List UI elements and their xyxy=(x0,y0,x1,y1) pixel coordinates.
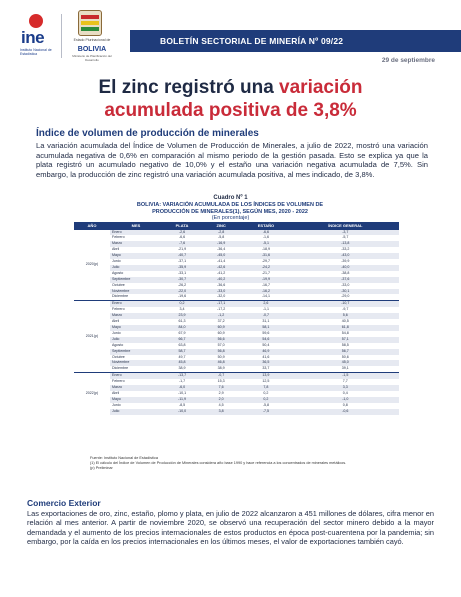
indice-general-cell: -40,0 xyxy=(292,265,399,271)
table-caption: Cuadro Nº 1 xyxy=(213,195,248,201)
indice-general-cell: 5,6 xyxy=(292,313,399,319)
header-indice-general: ÍNDICE GENERAL xyxy=(292,222,399,229)
zinc-cell: 46,8 xyxy=(202,360,240,366)
estano-cell: -14,1 xyxy=(240,294,291,300)
plata-cell: -1,7 xyxy=(162,379,202,385)
logo-dot-icon xyxy=(29,14,43,28)
estano-cell: 13,9 xyxy=(240,373,291,379)
indice-general-cell: 61,8 xyxy=(292,325,399,331)
zinc-cell: -41,4 xyxy=(202,259,240,265)
estano-cell: -19,9 xyxy=(240,277,291,283)
estano-cell: -16,7 xyxy=(240,283,291,289)
table-source: Fuente: Instituto Nacional de Estadística xyxy=(90,456,158,460)
plata-cell: 84,0 xyxy=(162,325,202,331)
estano-cell: -7,5 xyxy=(240,409,291,415)
zinc-cell: 56,8 xyxy=(202,349,240,355)
estano-cell: 54,6 xyxy=(240,337,291,343)
zinc-cell: -17,1 xyxy=(202,301,240,307)
indice-general-cell: -3,7 xyxy=(292,229,399,235)
month-cell: Marzo xyxy=(110,385,162,391)
indice-general-cell: 45,0 xyxy=(292,360,399,366)
indice-general-cell: -13,8 xyxy=(292,241,399,247)
header-estano: ESTAÑO xyxy=(240,222,291,229)
plata-cell: -13,7 xyxy=(162,373,202,379)
month-cell: Noviembre xyxy=(110,360,162,366)
plata-cell: 58,7 xyxy=(162,349,202,355)
month-cell: Mayo xyxy=(110,253,162,259)
estano-cell: -16,2 xyxy=(240,289,291,295)
ine-logo-subtitle: Instituto Nacional de Estadística xyxy=(20,48,52,56)
zinc-cell: 60,9 xyxy=(202,331,240,337)
zinc-cell: 56,6 xyxy=(202,337,240,343)
table-note: (1) El cálculo del Índice de Volumen de Producción de Minerales considera año base 1990 y hace referencia a los concentrados de minerales metálicos. xyxy=(90,461,347,465)
bulletin-banner: BOLETÍN SECTORIAL DE MINERÍA Nº 09/22 xyxy=(130,30,461,52)
estano-cell: -5,1 xyxy=(240,241,291,247)
zinc-cell: -33,0 xyxy=(202,289,240,295)
month-cell: Agosto xyxy=(110,343,162,349)
month-cell: Febrero xyxy=(110,235,162,241)
indice-general-cell: -0,6 xyxy=(292,409,399,415)
zinc-cell: -41,2 xyxy=(202,271,240,277)
plata-cell: -10,1 xyxy=(162,391,202,397)
table-title: BOLIVIA: VARIACIÓN ACUMULADA DE LOS ÍNDICES DE VOLUMEN DE PRODUCCIÓN DE MINERALES(1), SEGÚN MES, 2020 - 2022 xyxy=(136,202,324,215)
month-cell: Junio xyxy=(110,331,162,337)
plata-cell: -19,6 xyxy=(162,294,202,300)
plata-cell: -2,6 xyxy=(162,229,202,235)
plata-cell: 63,8 xyxy=(162,343,202,349)
logo-divider xyxy=(61,14,62,58)
zinc-cell: -2,8 xyxy=(202,229,240,235)
header-zinc: ZINC xyxy=(202,222,240,229)
estano-cell: -31,6 xyxy=(240,253,291,259)
ine-logo-text: ine xyxy=(21,28,45,47)
zinc-cell: 2,9 xyxy=(202,391,240,397)
zinc-cell: 60,9 xyxy=(202,325,240,331)
plata-cell: -10,0 xyxy=(162,409,202,415)
indice-general-cell: -1,0 xyxy=(292,397,399,403)
month-cell: Febrero xyxy=(110,379,162,385)
indice-general-cell: 0,4 xyxy=(292,391,399,397)
month-cell: Abril xyxy=(110,247,162,253)
title-plain: El zinc registró una xyxy=(98,77,280,98)
indice-general-cell: 3,3 xyxy=(292,385,399,391)
month-cell: Junio xyxy=(110,259,162,265)
indice-general-cell: 54,8 xyxy=(292,331,399,337)
section-body-foreign-trade: Las exportaciones de oro, zinc, estaño, plomo y plata, en julio de 2022 alcanzaron a 451 millones de dólares, cifra menor en relación al mes anterior. A partir de noviembre 2020, se observó una recuperación del sector minero debido a la mayor demandada y el aumento de los precios internacionales de estos productos en época post-cuarentena por la pandemia; sin embargo, por la caída en los precios internacionales en los últimos meses, el valor de exportaciones también cayó. xyxy=(27,509,434,547)
table-preliminary-note: (p) Preliminar xyxy=(90,466,113,470)
indice-general-cell: 56,7 xyxy=(292,349,399,355)
plata-cell: -40,7 xyxy=(162,253,202,259)
plata-cell: 0,2 xyxy=(162,301,202,307)
section-body-volume-index: La variación acumulada del Índice de Volumen de Producción de Minerales, a julio de 2022, mostró una variación acumulada negativa de 0,6% en comparación al mismo periodo de la gestión pasada. Esto se explica ya que la plata registró un acumulado negativo de 10,0% y el estaño una variación negativa acumulada de 7,5%. Sin embargo, la producción de zinc registró una variación acumulada positiva, al mes indicado, de 3,8%. xyxy=(36,141,428,179)
month-cell: Diciembre xyxy=(110,294,162,300)
month-cell: Enero xyxy=(110,301,162,307)
indice-general-cell: -29,0 xyxy=(292,294,399,300)
plata-cell: -21,9 xyxy=(162,247,202,253)
indice-general-cell: 40,5 xyxy=(292,319,399,325)
plata-cell: -35,9 xyxy=(162,265,202,271)
month-cell: Noviembre xyxy=(110,289,162,295)
estano-cell: -5,8 xyxy=(240,403,291,409)
bolivia-logo xyxy=(66,10,116,62)
indice-general-cell: 7,7 xyxy=(292,379,399,385)
estano-cell: 36,5 xyxy=(240,360,291,366)
zinc-cell: -1,2 xyxy=(202,313,240,319)
section-heading-volume-index: Índice de volumen de producción de minerales xyxy=(36,128,259,139)
indice-general-cell: 39,1 xyxy=(292,366,399,372)
zinc-cell: 15,3 xyxy=(202,379,240,385)
month-cell: Octubre xyxy=(110,283,162,289)
state-name: BOLIVIA xyxy=(77,46,107,53)
table-unit: (En porcentaje) xyxy=(211,215,250,221)
estano-cell: 33,7 xyxy=(240,366,291,372)
indice-general-cell: -5,7 xyxy=(292,235,399,241)
plata-cell: -6,6 xyxy=(162,235,202,241)
month-cell: Julio xyxy=(110,265,162,271)
plata-cell: -26,2 xyxy=(162,283,202,289)
plata-cell: -6,0 xyxy=(162,385,202,391)
year-cell: 2021(p) xyxy=(74,301,110,373)
month-cell: Marzo xyxy=(110,241,162,247)
zinc-cell: -17,2 xyxy=(202,307,240,313)
plata-cell: -33,1 xyxy=(162,271,202,277)
indice-general-cell: -39,9 xyxy=(292,259,399,265)
plata-cell: -8,5 xyxy=(162,403,202,409)
indice-general-cell: -38,8 xyxy=(292,271,399,277)
estano-cell: -18,9 xyxy=(240,247,291,253)
indice-general-cell: 58,5 xyxy=(292,343,399,349)
table-row xyxy=(74,409,399,415)
estano-cell: 12,5 xyxy=(240,379,291,385)
estano-cell: -29,7 xyxy=(240,259,291,265)
state-label: Estado Plurinacional de xyxy=(73,38,111,42)
zinc-cell: -32,0 xyxy=(202,294,240,300)
estano-cell: 31,1 xyxy=(240,319,291,325)
page-title xyxy=(0,76,461,122)
estano-cell: -0,7 xyxy=(240,313,291,319)
month-cell: Agosto xyxy=(110,271,162,277)
month-cell: Julio xyxy=(110,337,162,343)
indice-general-cell: 50,6 xyxy=(292,355,399,361)
indice-general-cell: 57,1 xyxy=(292,337,399,343)
ministry-label: Ministerio de Planificación del Desarrollo xyxy=(72,54,112,62)
estano-cell: 0,2 xyxy=(240,391,291,397)
estano-cell: -24,2 xyxy=(240,265,291,271)
estano-cell: 59,6 xyxy=(240,331,291,337)
zinc-cell: 50,9 xyxy=(202,355,240,361)
zinc-cell: 2,0 xyxy=(202,397,240,403)
month-cell: Septiembre xyxy=(110,277,162,283)
header-anio: AÑO xyxy=(74,222,110,229)
estano-cell: 41,6 xyxy=(240,355,291,361)
plata-cell: -37,1 xyxy=(162,259,202,265)
estano-cell: 50,4 xyxy=(240,343,291,349)
zinc-cell: -45,0 xyxy=(202,253,240,259)
zinc-cell: -40,2 xyxy=(202,277,240,283)
indice-general-cell: -9,7 xyxy=(292,307,399,313)
plata-cell: 23,9 xyxy=(162,313,202,319)
plata-cell: -22,0 xyxy=(162,289,202,295)
month-cell: Diciembre xyxy=(110,366,162,372)
header-plata: PLATA xyxy=(162,222,202,229)
estano-cell: 7,8 xyxy=(240,385,291,391)
production-index-table xyxy=(74,222,399,415)
zinc-cell: -16,9 xyxy=(202,241,240,247)
estano-cell: 2,6 xyxy=(240,301,291,307)
plata-cell: 66,7 xyxy=(162,337,202,343)
month-cell: Junio xyxy=(110,403,162,409)
publication-date: 29 de septiembre xyxy=(381,57,435,64)
table-header-row xyxy=(74,222,399,229)
zinc-cell: 57,0 xyxy=(202,343,240,349)
ine-logo xyxy=(18,10,56,62)
month-cell: Abril xyxy=(110,319,162,325)
plata-cell: 3,4 xyxy=(162,307,202,313)
zinc-cell: -0,7 xyxy=(202,373,240,379)
indice-general-cell: -1,5 xyxy=(292,373,399,379)
plata-cell: 38,9 xyxy=(162,366,202,372)
bolivia-seal-icon xyxy=(78,10,102,36)
zinc-cell: 37,2 xyxy=(202,319,240,325)
plata-cell: -11,9 xyxy=(162,397,202,403)
month-cell: Septiembre xyxy=(110,349,162,355)
estano-cell: 0,2 xyxy=(240,397,291,403)
page-header xyxy=(0,0,461,70)
indice-general-cell: 0,8 xyxy=(292,403,399,409)
month-cell: Febrero xyxy=(110,307,162,313)
zinc-cell: -42,6 xyxy=(202,265,240,271)
plata-cell: -7,6 xyxy=(162,241,202,247)
zinc-cell: -5,8 xyxy=(202,235,240,241)
plata-cell: -30,7 xyxy=(162,277,202,283)
estano-cell: -21,7 xyxy=(240,271,291,277)
zinc-cell: 3,8 xyxy=(202,409,240,415)
indice-general-cell: -30,1 xyxy=(292,289,399,295)
estano-cell: -1,1 xyxy=(240,307,291,313)
month-cell: Julio xyxy=(110,409,162,415)
title-highlight-2: acumulada positiva de 3,8% xyxy=(104,100,357,121)
zinc-cell: 38,9 xyxy=(202,366,240,372)
estano-cell: -1,6 xyxy=(240,235,291,241)
estano-cell: 46,9 xyxy=(240,349,291,355)
indice-general-cell: -10,7 xyxy=(292,301,399,307)
indice-general-cell: -33,2 xyxy=(292,247,399,253)
plata-cell: 67,9 xyxy=(162,331,202,337)
month-cell: Enero xyxy=(110,373,162,379)
header-mes: MES xyxy=(110,222,162,229)
month-cell: Mayo xyxy=(110,325,162,331)
year-cell: 2022(p) xyxy=(74,373,110,415)
indice-general-cell: -43,0 xyxy=(292,253,399,259)
month-cell: Abril xyxy=(110,391,162,397)
zinc-cell: -36,4 xyxy=(202,247,240,253)
plata-cell: 49,7 xyxy=(162,355,202,361)
estano-cell: -6,6 xyxy=(240,229,291,235)
zinc-cell: 4,5 xyxy=(202,403,240,409)
indice-general-cell: -37,6 xyxy=(292,277,399,283)
title-highlight-1: variación xyxy=(279,77,363,98)
zinc-cell: 7,6 xyxy=(202,385,240,391)
month-cell: Enero xyxy=(110,229,162,235)
indice-general-cell: -33,0 xyxy=(292,283,399,289)
plata-cell: 45,8 xyxy=(162,360,202,366)
zinc-cell: -36,6 xyxy=(202,283,240,289)
month-cell: Mayo xyxy=(110,397,162,403)
month-cell: Octubre xyxy=(110,355,162,361)
plata-cell: 61,3 xyxy=(162,319,202,325)
section-heading-foreign-trade: Comercio Exterior xyxy=(27,498,101,508)
month-cell: Marzo xyxy=(110,313,162,319)
estano-cell: 58,1 xyxy=(240,325,291,331)
year-cell: 2020(p) xyxy=(74,229,110,301)
